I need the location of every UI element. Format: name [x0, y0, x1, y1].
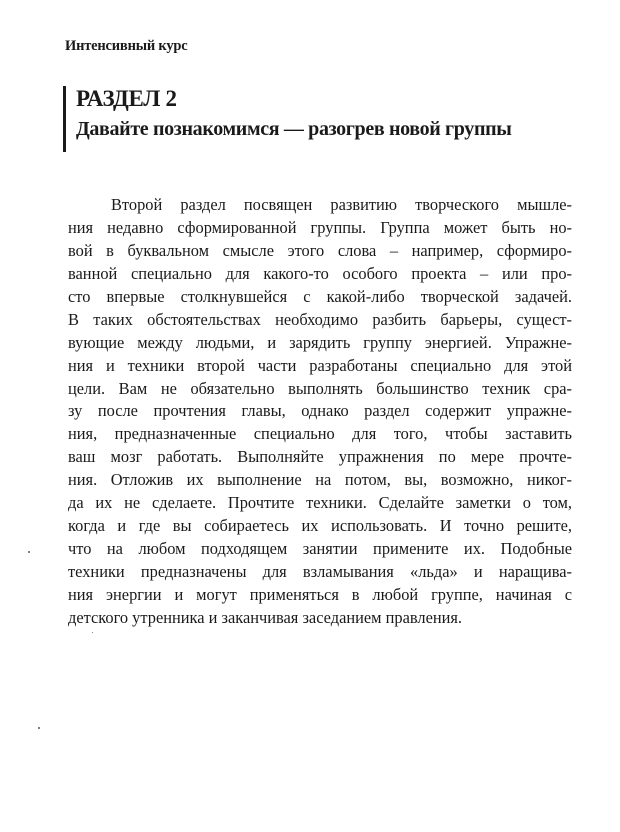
text-line: вой в буквальном смысле этого слова – например, сформиро- [68, 240, 572, 260]
scan-speck [92, 632, 93, 633]
section-number: РАЗДЕЛ 2 [76, 86, 177, 111]
text-line: ния. Отложив их выполнение на потом, вы, возможно, никог- [68, 470, 572, 490]
scan-speck [38, 727, 40, 729]
text-line: когда и где вы собираетесь их использовать. И точно решите, [68, 516, 572, 536]
text-line: сто впервые столкнувшейся с какой-либо творческой задачей. [68, 286, 572, 306]
text-line: да их не сделаете. Прочтите техники. Сделайте заметки о том, [68, 493, 572, 513]
text-line: зу после прочтения главы, однако раздел содержит упражне- [68, 401, 572, 421]
body-paragraph [68, 194, 572, 630]
running-header: Интенсивный курс [65, 38, 188, 54]
section-title: Давайте познакомимся — разогрев новой группы [76, 118, 512, 140]
section-rule [63, 86, 66, 152]
section-heading [63, 86, 583, 152]
text-line: детского утренника и заканчивая заседанием правления. [68, 607, 463, 627]
text-line: В таких обстоятельствах необходимо разбить барьеры, сущест- [68, 309, 572, 329]
text-line: техники предназначены для взламывания «льда» и наращива- [68, 562, 572, 581]
text-line: Второй раздел посвящен развитию творческого мышле- [111, 195, 572, 214]
scan-speck [28, 551, 30, 553]
text-line: ваш мозг работать. Выполняйте упражнения по мере прочте- [68, 447, 572, 467]
text-line: ния недавно сформированной группы. Группа может быть но- [68, 217, 572, 237]
text-line: ванной специально для какого-то особого проекта – или про- [68, 263, 572, 283]
text-line: ния и техники второй части разработаны специально для этой [68, 355, 572, 375]
text-line: ния, предназначенные специально для того, чтобы заставить [68, 424, 572, 444]
text-line: цели. Вам не обязательно выполнять большинство техник сра- [68, 378, 572, 398]
text-line: что на любом подходящем занятии примените их. Подобные [68, 539, 572, 559]
text-line: ния энергии и могут применяться в любой группе, начиная с [68, 584, 572, 604]
text-line: вующие между людьми, и зарядить группу энергией. Упражне- [68, 332, 572, 352]
